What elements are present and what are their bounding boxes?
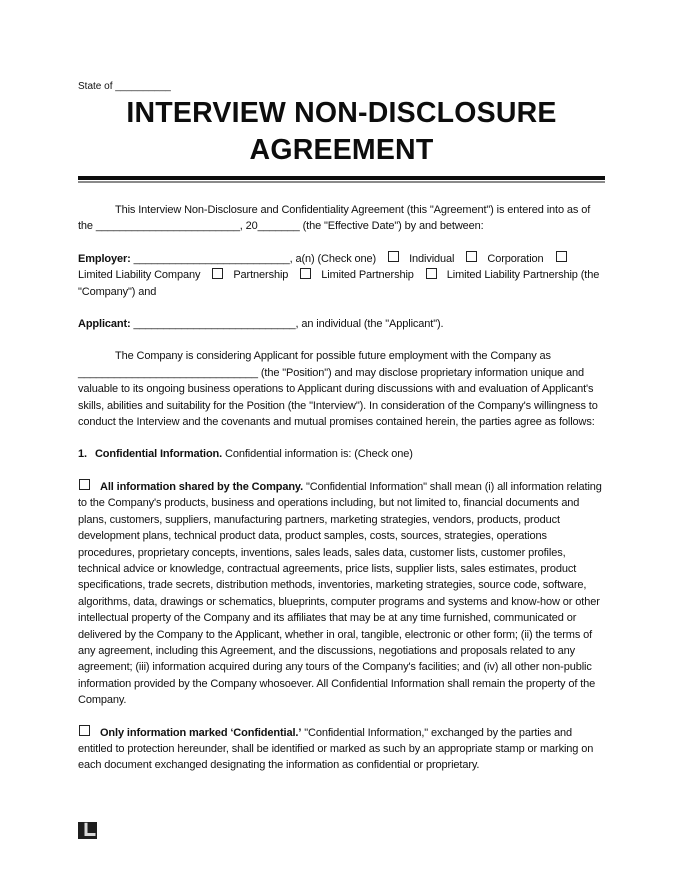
checkbox-only-marked[interactable] (79, 725, 90, 736)
clause-only-marked (78, 725, 605, 774)
checkbox-all-information[interactable] (79, 479, 90, 490)
consideration-text: The Company is considering Applicant for possible future employment with the Company as ______________________________ (the "Position") and may disclose proprietary information unique and valuable to its ongoing business operations to Applicant during discussions with and evaluation of Applicant's skills, abilities and suitability for the Position (the "Interview"). In consideration of the Company's willingness to conduct the Interview and the covenants and mutual promises contained herein, the parties agree as follows: (78, 350, 598, 429)
employer-blank-text: __________________________, a(n) (Check one) (130, 252, 377, 265)
section-1-heading (78, 446, 605, 462)
checkbox-individual[interactable] (388, 251, 399, 262)
option-llp-label: Limited Liability Partnership (446, 269, 578, 282)
section-1-title: Confidential Information. (94, 448, 223, 461)
applicant-blank-text: ___________________________, an individual (the "Applicant"). (130, 318, 444, 331)
clause-only-marked-heading: Only information marked ‘Confidential.’ (100, 726, 302, 739)
option-limited-partnership-label: Limited Partnership (321, 269, 414, 282)
clause-all-information (78, 479, 605, 709)
clause-all-information-heading: All information shared by the Company. (100, 480, 304, 493)
document-title-line2: AGREEMENT (249, 134, 434, 166)
intro-paragraph (78, 202, 605, 235)
employer-label: Employer: (78, 252, 131, 265)
employer-paragraph (78, 251, 605, 300)
intro-text: This Interview Non-Disclosure and Confidentiality Agreement (this "Agreement") is entered into as of the ________________________, 20_______ (the "Effective Date") by and between: (78, 204, 591, 233)
clause-only-marked-body: "Confidential Information," exchanged by the parties and entitled to protection hereunder, shall be identified or marked as such by an appropriate stamp or marking on each document exchanged designating the information as confidential or proprietary. (78, 726, 594, 772)
document-body (78, 202, 605, 774)
option-partnership-label: Partnership (233, 269, 289, 282)
state-of-line: State of __________ (78, 81, 171, 92)
document-title (78, 95, 605, 169)
clause-all-information-body: "Confidential Information" shall mean (i) all information relating to the Company's products, business and operations including, but not limited to, financial documents and plans, customers, suppliers, manufacturing partners, marketing strategies, vendors, products, product development plans, technical product data, product samples, costs, sources, strategies, operations procedures, proprietary concepts, inventions, sales leads, sales data, customer lists, customer profiles, technical advice or knowledge, contractual agreements, price lists, supplier lists, sales estimates, product specifications, trade secrets, distribution methods, inventories, marketing strategies, source code, software, algorithms, data, drawings or schematics, blueprints, computer programs and systems and know-how or other intellectual property of the Company and its affiliates that may be at any time furnished, communicated or delivered by the Company to the Applicant, whether in oral, tangible, electronic or other form; (ii) the terms of any agreement, including this Agreement, and the discussions, negotiations and proposals related to any agreement; (iii) information acquired during any tours of the Company's facilities; and (iv) all other non-public information provided by the Company whosoever. All Confidential Information shall remain the property of the Company. (78, 480, 602, 707)
checkbox-limited-liability-partnership[interactable] (426, 268, 437, 279)
applicant-label: Applicant: (78, 318, 131, 331)
checkbox-partnership[interactable] (212, 268, 223, 279)
legal-templates-logo (78, 822, 97, 839)
checkbox-limited-liability-company[interactable] (556, 251, 567, 262)
checkbox-corporation[interactable] (466, 251, 477, 262)
consideration-paragraph (78, 348, 605, 430)
option-corporation-label: Corporation (487, 252, 544, 265)
title-divider (78, 176, 605, 183)
document-title-line1: INTERVIEW NON-DISCLOSURE (126, 97, 557, 129)
checkbox-limited-partnership[interactable] (300, 268, 311, 279)
employer-tail-text: (the "Company") and (78, 269, 600, 298)
section-1-subtext: Confidential information is: (Check one) (222, 448, 413, 461)
option-individual-label: Individual (409, 252, 455, 265)
section-1-number: 1. (78, 448, 87, 461)
option-llc-label: Limited Liability Company (78, 269, 201, 282)
applicant-paragraph (78, 316, 605, 332)
